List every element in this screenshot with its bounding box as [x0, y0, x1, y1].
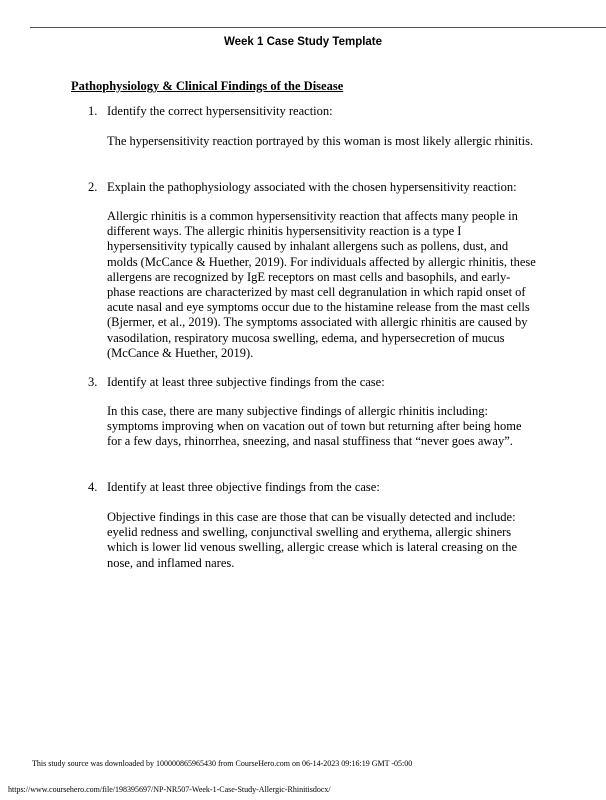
- answer-4: Objective findings in this case are those that can be visually detected and include: eyelid redness and swelling, conjunctival swelling and erythema, allergic shiners which is lower lid venous swelling, allergic crease which is lateral creasing on the nose, and inflamed nares.: [107, 510, 518, 570]
- source-url: https://www.coursehero.com/file/198395697/NP-NR507-Week-1-Case-Study-Allergic-Rhinitisdocx/: [8, 785, 331, 794]
- question-number: 2.: [88, 180, 98, 194]
- page-title: Week 1 Case Study Template: [223, 36, 383, 48]
- download-source-note: This study source was downloaded by 100000865965430 from CourseHero.com on 06-14-2023 09:16:19 GMT -05:00: [32, 759, 413, 768]
- question-2: [88, 180, 548, 195]
- question-4: [88, 480, 548, 495]
- question-number: 1.: [88, 104, 98, 118]
- question-1: [88, 104, 548, 119]
- answer-1: The hypersensitivity reaction portrayed by this woman is most likely allergic rhinitis.: [107, 134, 534, 148]
- answer-3: In this case, there are many subjective findings of allergic rhinitis including: symptoms improving when on vacation out of town but returning after being home for a few days, rhinorrhea, sneezing, and nasal stuffiness that “never goes away”.: [107, 404, 522, 449]
- answer-2: Allergic rhinitis is a common hypersensitivity reaction that affects many people in different ways. The allergic rhinitis hypersensitivity reaction is a type I hypersensitivity typically caused by inhalant allergens such as pollens, dust, and molds (McCance & Huether, 2019). For individuals affected by allergic rhinitis, these allergens are recognized by IgE receptors on mast cells and basophils, and early-phase reactions are characterized by mast cell degranulation in which rapid onset of acute nasal and eye symptoms occur due to the histamine release from the mast cells (Bjermer, et al., 2019). The symptoms associated with allergic rhinitis are caused by vasodilation, respiratory mucosa swelling, edema, and hypersecretion of mucus (McCance & Huether, 2019).: [107, 209, 536, 360]
- question-prompt: Identify at least three objective findings from the case:: [107, 480, 380, 494]
- question-prompt: Explain the pathophysiology associated with the chosen hypersensitivity reaction:: [107, 180, 517, 194]
- question-number: 3.: [88, 375, 98, 389]
- question-number: 4.: [88, 480, 98, 494]
- header-rule: [30, 27, 606, 28]
- section-heading: Pathophysiology & Clinical Findings of the Disease: [71, 79, 344, 93]
- question-3: [88, 375, 548, 390]
- question-prompt: Identify at least three subjective findings from the case:: [107, 375, 385, 389]
- question-prompt: Identify the correct hypersensitivity reaction:: [107, 104, 333, 118]
